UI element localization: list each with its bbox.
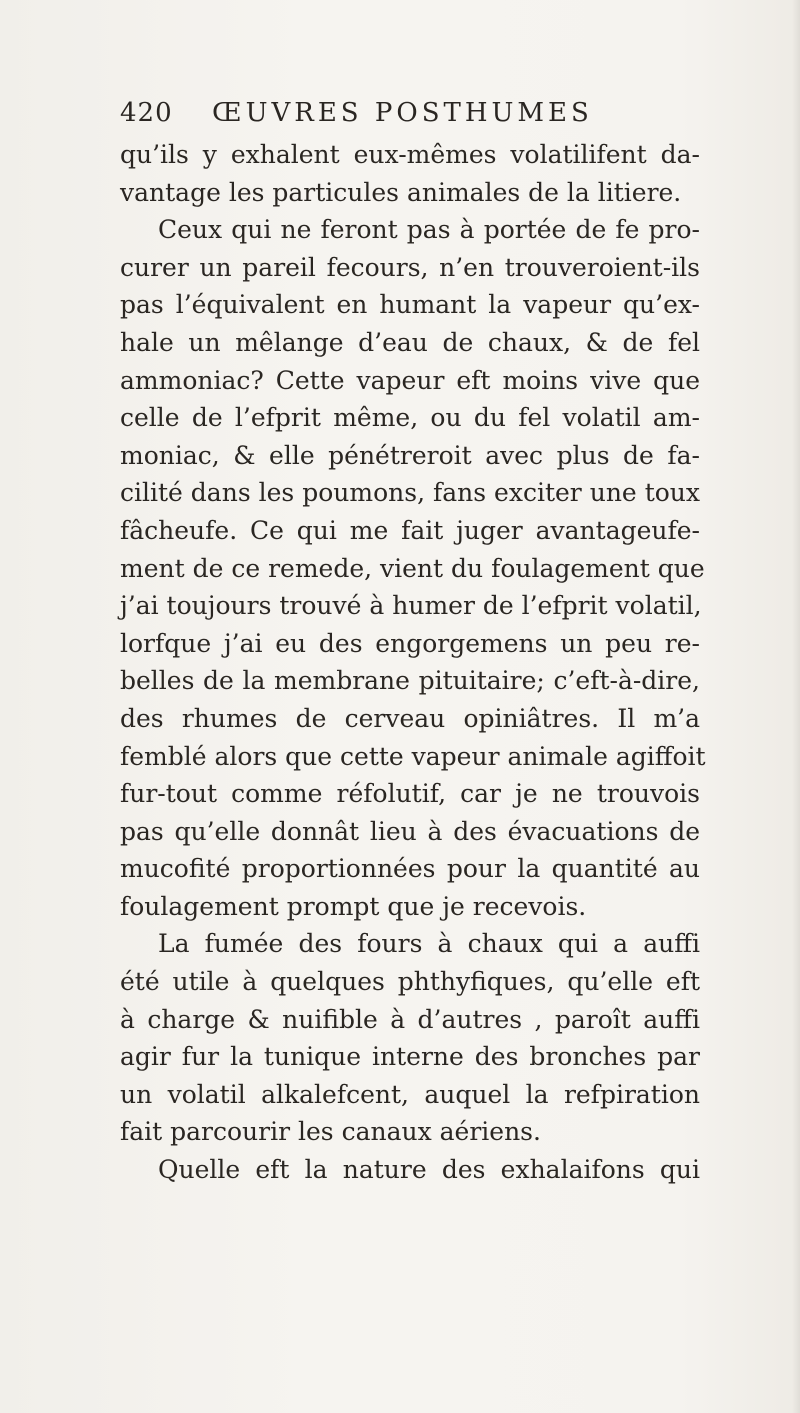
text-line: foulagement prompt que je recevois. (120, 891, 587, 921)
text-line: fur-tout comme réfolutif, car je ne trouvois (120, 779, 700, 809)
text-line: des rhumes de cerveau opiniâtres. Il m’a (120, 703, 700, 733)
text-line: femblé alors que cette vapeur animale agiffoit (120, 741, 706, 771)
text-line: pas qu’elle donnât lieu à des évacuations de (120, 816, 700, 846)
text-line: lorfque j’ai eu des engorgemens un peu re- (120, 628, 700, 658)
text-line: cilité dans les poumons, fans exciter une toux (120, 478, 700, 508)
text-line: Ceux qui ne feront pas à portée de fe pro- (158, 215, 700, 245)
text-line: curer un pareil fecours, n’en trouveroient-ils (120, 252, 700, 282)
page-edge-shadow (792, 0, 800, 1413)
text-line: La fumée des fours à chaux qui a auffi (158, 929, 700, 959)
text-line: celle de l’efprit même, ou du fel volatil am- (120, 403, 700, 433)
text-line: à charge & nuifible à d’autres , paroît auffi (120, 1004, 700, 1034)
text-line: moniac, & elle pénétreroit avec plus de fa- (120, 440, 700, 470)
page-header (120, 98, 700, 138)
text-line: ment de ce remede, vient du foulagement que (120, 553, 705, 583)
text-line: Quelle eft la nature des exhalaifons qui (158, 1155, 700, 1185)
text-line: été utile à quelques phthyfiques, qu’elle eft (120, 967, 700, 997)
text-line: qu’ils y exhalent eux-mêmes volatilifent da- (120, 140, 700, 169)
text-line: fâcheufe. Ce qui me fait juger avantageufe- (120, 515, 700, 545)
page-number: 420 (120, 98, 173, 128)
text-line: agir fur la tunique interne des bronches par (120, 1042, 700, 1072)
text-line: pas l’équivalent en humant la vapeur qu’ex- (120, 290, 700, 320)
body-text (120, 136, 706, 1189)
text-line: hale un mêlange d’eau de chaux, & de fel (120, 327, 700, 357)
text-line: un volatil alkalefcent, auquel la refpiration (120, 1079, 700, 1109)
text-line: belles de la membrane pituitaire; c’eft-à-dire, (120, 666, 700, 696)
text-line: j’ai toujours trouvé à humer de l’efprit volatil, (120, 591, 702, 621)
text-line: mucofité proportionnées pour la quantité au (120, 854, 700, 884)
text-line: ammoniac? Cette vapeur eft moins vive que (120, 365, 700, 395)
text-line: vantage les particules animales de la litiere. (120, 177, 682, 207)
text-line: fait parcourir les canaux aériens. (120, 1117, 541, 1147)
running-title: ŒUVRES POSTHUMES (212, 98, 593, 128)
